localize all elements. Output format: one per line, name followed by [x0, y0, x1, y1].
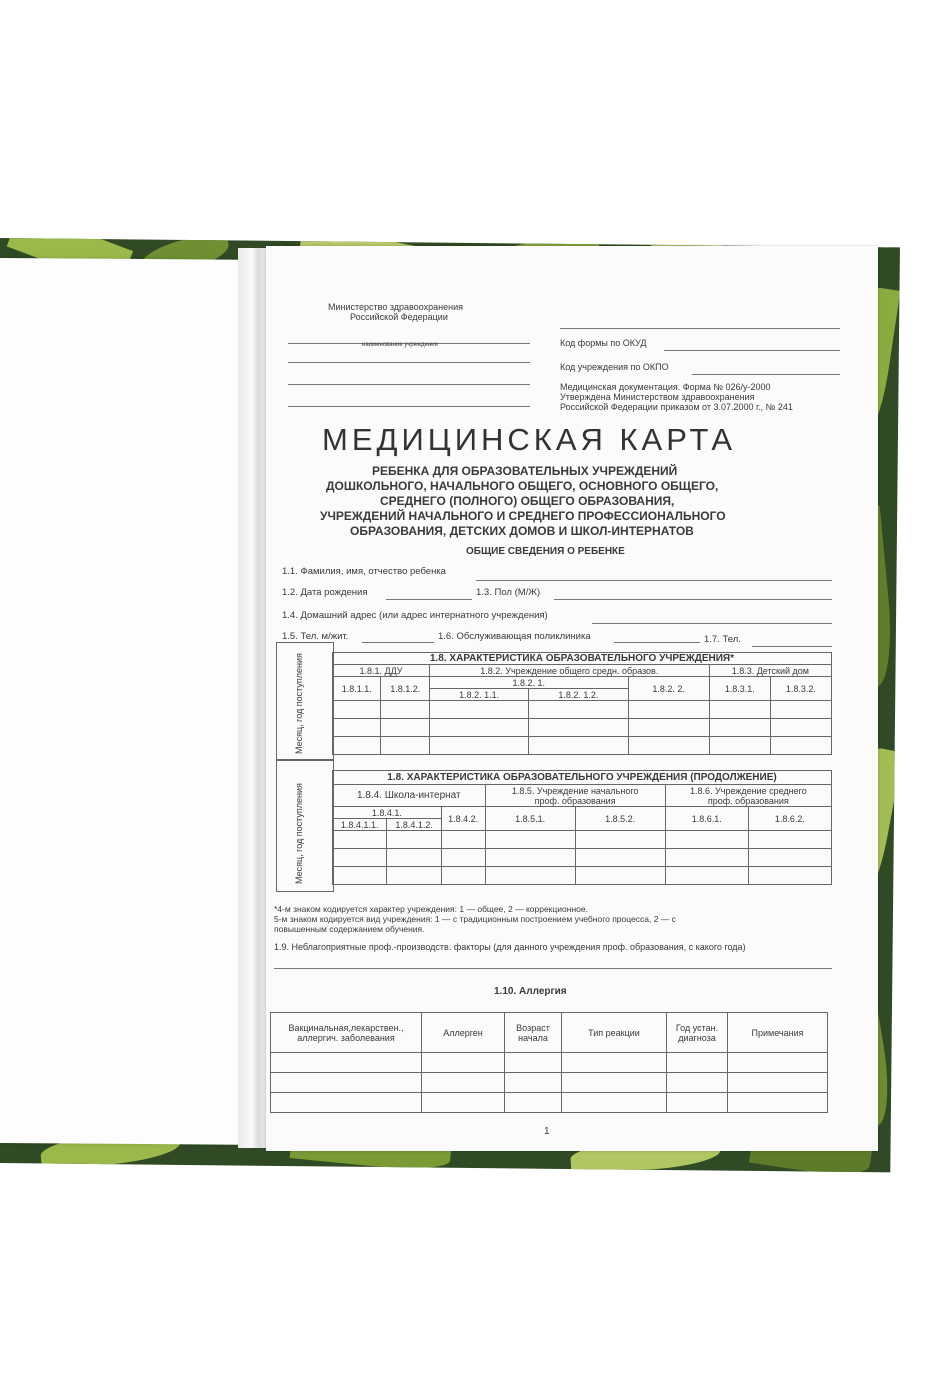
table-cell[interactable]: [728, 1053, 828, 1073]
header-line: [560, 328, 840, 329]
table-cell[interactable]: [667, 1073, 728, 1093]
institution-line: [288, 384, 530, 385]
table-cell[interactable]: [505, 1073, 562, 1093]
table1-header: 1.8.3. Детский дом: [709, 665, 831, 677]
subtitle-line5: ОБРАЗОВАНИЯ, ДЕТСКИХ ДОМОВ И ШКОЛ-ИНТЕРНАТОВ: [350, 524, 694, 538]
table-cell[interactable]: [333, 867, 387, 885]
field-name-label: 1.1. Фамилия, имя, отчество ребенка: [282, 566, 446, 577]
table1-header: 1.8.2. 1.1.: [429, 689, 528, 701]
table1-header: 1.8.2. 2.: [628, 677, 709, 701]
subtitle-line1: РЕБЕНКА ДЛЯ ОБРАЗОВАТЕЛЬНЫХ УЧРЕЖДЕНИЙ: [372, 464, 678, 478]
allergy-col-header: [271, 1013, 422, 1053]
table-cell[interactable]: [748, 831, 831, 849]
table2-header: 1.8.4. Школа-интернат: [333, 785, 486, 807]
table-cell[interactable]: [529, 701, 628, 719]
table-cell[interactable]: [628, 719, 709, 737]
table-cell[interactable]: [333, 701, 381, 719]
table1-side-label: Месяц, год поступления: [294, 653, 304, 754]
table2-header: 1.8.4.1.2.: [387, 819, 441, 831]
allergy-col-header: Аллерген: [422, 1013, 505, 1053]
table1-title: 1.8. ХАРАКТЕРИСТИКА ОБРАЗОВАТЕЛЬНОГО УЧРЕЖДЕНИЯ*: [333, 653, 832, 665]
page-title: МЕДИЦИНСКАЯ КАРТА: [322, 422, 737, 457]
table-cell[interactable]: [333, 719, 381, 737]
table-cell[interactable]: [529, 719, 628, 737]
table1-header: 1.8.2. 1.: [429, 677, 628, 689]
table-cell[interactable]: [728, 1073, 828, 1093]
table2-header: 1.8.6.2.: [748, 807, 831, 831]
subtitle-line2: ДОШКОЛЬНОГО, НАЧАЛЬНОГО ОБЩЕГО, ОСНОВНОГО ОБЩЕГО,: [326, 479, 719, 493]
table-cell[interactable]: [441, 867, 485, 885]
table-cell[interactable]: [429, 719, 528, 737]
footnote-2: 5-м знаком кодируется вид учреждения: 1 — с традиционным построением учебного процесса, 2 — с: [274, 914, 676, 924]
table2-header: 1.8.5.2.: [575, 807, 665, 831]
table-cell[interactable]: [562, 1093, 667, 1113]
table1-header: 1.8.2. Учреждение общего средн. образов.: [429, 665, 709, 677]
table-cell[interactable]: [271, 1093, 422, 1113]
field-tel-label: 1.7. Тел.: [704, 634, 741, 645]
table2-side-label: Месяц, год поступления: [294, 783, 304, 884]
table-cell[interactable]: [485, 831, 575, 849]
form-page: [266, 246, 878, 1151]
table2-header: 1.8.4.1.: [333, 807, 442, 819]
table-cell[interactable]: [562, 1073, 667, 1093]
table-cell[interactable]: [505, 1053, 562, 1073]
table-cell[interactable]: [387, 831, 441, 849]
allergy-col-header-line2: начала: [518, 1032, 548, 1043]
okpo-line: [692, 374, 840, 375]
table-cell[interactable]: [381, 737, 429, 755]
allergy-col-header: [667, 1013, 728, 1053]
table-cell[interactable]: [748, 867, 831, 885]
table-cell[interactable]: [709, 737, 770, 755]
table-cell[interactable]: [575, 849, 665, 867]
table-cell[interactable]: [429, 701, 528, 719]
field-name-line[interactable]: [476, 580, 832, 581]
table-cell[interactable]: [529, 737, 628, 755]
education-table-1: [332, 652, 832, 755]
institution-caption: наименование учреждения: [362, 342, 438, 348]
table1-header: 1.8.2. 1.2.: [529, 689, 628, 701]
allergy-col-header: Примечания: [728, 1013, 828, 1053]
table-cell[interactable]: [381, 701, 429, 719]
table-cell[interactable]: [665, 831, 748, 849]
table-cell[interactable]: [441, 849, 485, 867]
doc-line3: Российской Федерации приказом от 3.07.2000 г., № 241: [560, 402, 793, 412]
ministry-line2: Российской Федерации: [350, 312, 448, 322]
table2-header: 1.8.4.1.1.: [333, 819, 387, 831]
field-address-label: 1.4. Домашний адрес (или адрес интернатного учреждения): [282, 610, 548, 621]
table-cell[interactable]: [575, 867, 665, 885]
table-cell[interactable]: [728, 1093, 828, 1113]
institution-line: [288, 406, 530, 407]
allergy-col-header: Тип реакции: [562, 1013, 667, 1053]
table-cell[interactable]: [485, 867, 575, 885]
allergy-col-header-line2: диагноза: [678, 1032, 716, 1043]
table-cell[interactable]: [575, 831, 665, 849]
okud-label: Код формы по ОКУД: [560, 338, 647, 348]
okpo-label: Код учреждения по ОКПО: [560, 362, 669, 372]
field-birth-label: 1.2. Дата рождения: [282, 587, 368, 598]
page-number: 1: [544, 1126, 550, 1137]
table2-header: 1.8.4.2.: [441, 807, 485, 831]
left-blank-page: [0, 258, 246, 1145]
table-cell[interactable]: [665, 867, 748, 885]
subtitle-line4: УЧРЕЖДЕНИЙ НАЧАЛЬНОГО И СРЕДНЕГО ПРОФЕССИОНАЛЬНОГО: [320, 509, 726, 523]
table-cell[interactable]: [667, 1053, 728, 1073]
table2-header-line2: проф. образования: [534, 795, 616, 806]
table2-side: [276, 760, 334, 892]
table2-header-line1: 1.8.6. Учреждение среднего: [689, 785, 807, 796]
field-phone-label: 1.5. Тел. м/жит.: [282, 631, 349, 642]
doc-line2: Утверждена Министерством здравоохранения: [560, 392, 755, 402]
table-cell[interactable]: [333, 831, 387, 849]
ministry-line1: Министерство здравоохранения: [328, 302, 463, 312]
field-clinic-line[interactable]: [614, 642, 700, 643]
table-cell[interactable]: [333, 737, 381, 755]
table1-header: 1.8.3.2.: [770, 677, 831, 701]
footnote-3: повышенным содержанием обучения.: [274, 924, 425, 934]
okud-line: [664, 350, 840, 351]
table-cell[interactable]: [387, 867, 441, 885]
table-cell[interactable]: [422, 1053, 505, 1073]
table1-header: 1.8.1. ДДУ: [333, 665, 430, 677]
table-cell[interactable]: [381, 719, 429, 737]
table-cell[interactable]: [665, 849, 748, 867]
table-cell[interactable]: [505, 1093, 562, 1113]
table2-header: [485, 785, 665, 807]
table-cell[interactable]: [422, 1073, 505, 1093]
education-table-2: [332, 770, 832, 885]
allergy-col-header-line1: Вакцинальная,лекарствен.,: [288, 1022, 404, 1033]
table-cell[interactable]: [271, 1073, 422, 1093]
table-cell[interactable]: [770, 701, 831, 719]
table-cell[interactable]: [628, 701, 709, 719]
table-cell[interactable]: [770, 719, 831, 737]
table-cell[interactable]: [441, 831, 485, 849]
table-cell[interactable]: [667, 1093, 728, 1113]
table2-header-line1: 1.8.5. Учреждение начального: [511, 785, 639, 796]
allergy-title: 1.10. Аллергия: [494, 986, 567, 997]
table-cell[interactable]: [333, 849, 387, 867]
table2-header-line2: проф. образования: [707, 795, 789, 806]
footnote-1: *4-м знаком кодируется характер учреждения: 1 — общее, 2 — коррекционное.: [274, 904, 588, 914]
field-sex-label: 1.3. Пол (М/Ж): [476, 587, 541, 598]
allergy-col-header-line1: Возраст: [516, 1022, 550, 1033]
doc-line1: Медицинская документация. Форма № 026/у-2000: [560, 382, 771, 392]
table-cell[interactable]: [429, 737, 528, 755]
table-cell[interactable]: [422, 1093, 505, 1113]
field-birth-line[interactable]: [386, 599, 472, 600]
table-cell[interactable]: [485, 849, 575, 867]
field-phone-line[interactable]: [362, 642, 434, 643]
table2-header: 1.8.6.1.: [665, 807, 748, 831]
field-factors-label: 1.9. Неблагоприятные проф.-производств. факторы (для данного учреждения проф. образования, с какого года): [274, 942, 746, 952]
table-cell[interactable]: [770, 737, 831, 755]
table-cell[interactable]: [387, 849, 441, 867]
field-tel-line[interactable]: [752, 646, 832, 647]
table2-header: 1.8.5.1.: [485, 807, 575, 831]
allergy-col-header-line2: аллергич. заболевания: [297, 1032, 395, 1043]
table1-side: [276, 642, 334, 760]
field-sex-line[interactable]: [554, 599, 832, 600]
table1-header: 1.8.3.1.: [709, 677, 770, 701]
table-cell[interactable]: [709, 719, 770, 737]
allergy-col-header: [505, 1013, 562, 1053]
table2-title: 1.8. ХАРАКТЕРИСТИКА ОБРАЗОВАТЕЛЬНОГО УЧРЕЖДЕНИЯ (ПРОДОЛЖЕНИЕ): [333, 771, 832, 785]
table1-header: 1.8.1.2.: [381, 677, 429, 701]
field-clinic-label: 1.6. Обслуживающая поликлиника: [438, 631, 591, 642]
institution-line: [288, 362, 530, 363]
table2-header: [665, 785, 831, 807]
section-title: ОБЩИЕ СВЕДЕНИЯ О РЕБЕНКЕ: [466, 546, 625, 557]
table-cell[interactable]: [628, 737, 709, 755]
field-factors-line[interactable]: [274, 968, 832, 969]
table-cell[interactable]: [709, 701, 770, 719]
allergy-col-header-line1: Год устан.: [675, 1022, 719, 1033]
table-cell[interactable]: [562, 1053, 667, 1073]
subtitle-line3: СРЕДНЕГО (ПОЛНОГО) ОБЩЕГО ОБРАЗОВАНИЯ,: [380, 494, 675, 508]
field-address-line[interactable]: [592, 623, 832, 624]
allergy-table: [270, 1012, 828, 1113]
table1-header: 1.8.1.1.: [333, 677, 381, 701]
table-cell[interactable]: [748, 849, 831, 867]
table-cell[interactable]: [271, 1053, 422, 1073]
